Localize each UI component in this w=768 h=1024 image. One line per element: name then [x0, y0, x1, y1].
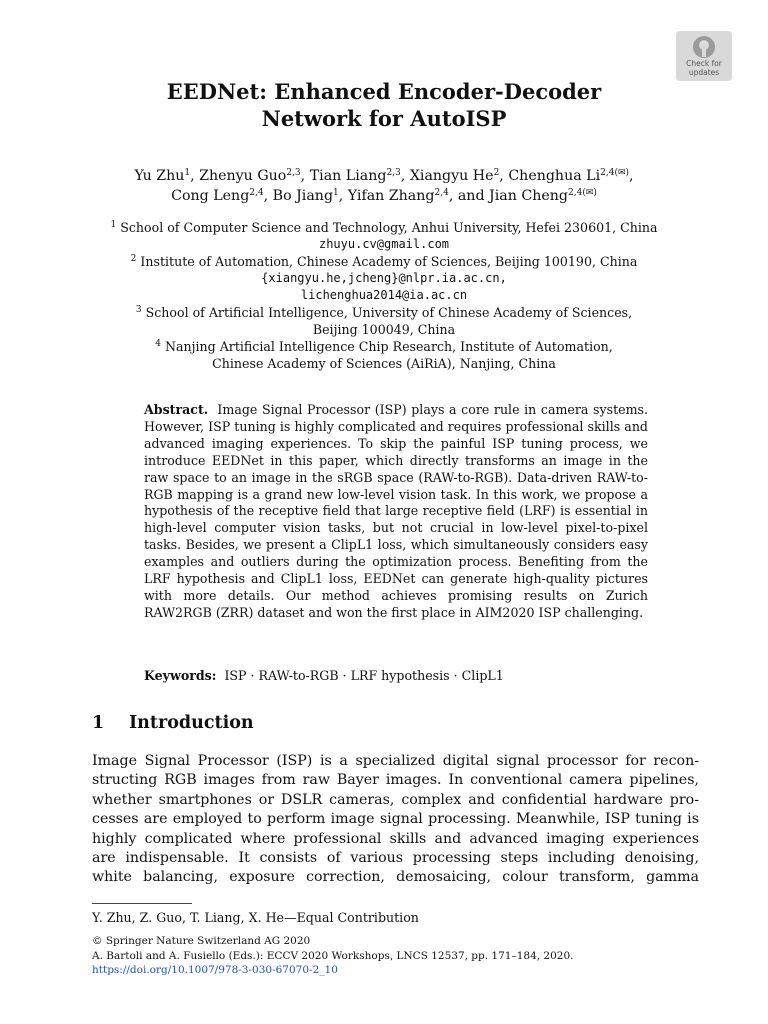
author-conjunction: and — [457, 188, 490, 204]
author-affiliation: 2,4(✉) — [600, 168, 630, 178]
affiliation-text: Chinese Academy of Sciences (AiRiA), Nanjing, China — [212, 356, 556, 371]
affiliation-text: Nanjing Artificial Intelligence Chip Research, Institute of Automation, — [164, 339, 613, 354]
author-email[interactable]: {xiangyu.he,jcheng}@nlpr.ia.ac.cn, — [261, 271, 507, 285]
author-name: Bo Jiang — [272, 188, 334, 204]
author-affiliation: 2,4 — [434, 188, 449, 198]
abstract-label: Abstract. — [144, 402, 209, 417]
author-name: Jian Cheng — [489, 188, 568, 204]
author-name: Cong Leng — [171, 188, 250, 204]
author-email[interactable]: zhuyu.cv@gmail.com — [318, 237, 450, 251]
author-name: Zhenyu Guo — [199, 168, 287, 184]
author-name: Chenghua Li — [508, 168, 601, 184]
affiliation-number: 1 — [110, 220, 117, 230]
footnote-rule — [92, 903, 192, 904]
author-name: Xiangyu He — [409, 168, 494, 184]
body-line: whether smartphones or DSLR cameras, complex and confidential hardware pro- — [92, 791, 699, 808]
affiliation-number: 4 — [155, 339, 161, 349]
badge-label: Check for updates — [686, 59, 722, 77]
author-affiliation: 2,3 — [386, 168, 401, 178]
affiliation-2 — [0, 253, 768, 304]
section-number: 1 — [92, 713, 105, 733]
author-email[interactable]: lichenghua2014@ia.ac.cn — [300, 288, 468, 302]
author-affiliation: 1 — [333, 188, 339, 198]
keyword: ISP — [224, 668, 247, 683]
footnote: Y. Zhu, Z. Guo, T. Liang, X. He—Equal Contribution — [92, 910, 419, 925]
affiliation-text: Beijing 100049, China — [312, 322, 456, 337]
body-line: cesses are employed to perform image signal processing. Meanwhile, ISP tuning is — [92, 811, 699, 828]
keywords: Keywords: ISP · RAW-to-RGB · LRF hypothesis · ClipL1 — [144, 668, 504, 683]
affiliation-number: 3 — [135, 305, 142, 315]
paper-title — [0, 78, 768, 132]
body-line: structing RGB images from raw Bayer images. In conventional camera pipelines, — [92, 772, 699, 789]
affiliation-3 — [0, 304, 768, 338]
title-line-1: EEDNet: Enhanced Encoder-Decoder — [166, 79, 602, 104]
author-name: Yu Zhu — [134, 168, 185, 184]
author-affiliation: 1 — [184, 168, 191, 178]
check-for-updates-badge[interactable] — [676, 31, 732, 81]
affiliation-text: Institute of Automation, Chinese Academy of Sciences, Beijing 100190, China — [140, 254, 638, 269]
body-line: Image Signal Processor (ISP) is a specialized digital signal processor for recon- — [92, 753, 699, 769]
copyright-notice: © Springer Nature Switzerland AG 2020 — [92, 935, 311, 947]
author-affiliation: 2 — [493, 168, 500, 178]
author-name: Tian Liang — [309, 168, 387, 184]
affiliation-4 — [0, 338, 768, 372]
keyword: RAW-to-RGB — [258, 668, 339, 683]
crossmark-icon — [692, 35, 716, 59]
author-name: Yifan Zhang — [347, 188, 435, 204]
author-list — [0, 166, 768, 206]
author-affiliation: 2,3 — [286, 168, 301, 178]
doi-link[interactable]: https://doi.org/10.1007/978-3-030-67070-2_10 — [92, 964, 338, 976]
publication-info — [92, 934, 574, 978]
author-affiliation: 2,4(✉) — [568, 188, 597, 198]
affiliation-text: School of Artificial Intelligence, University of Chinese Academy of Sciences, — [145, 305, 633, 320]
abstract-text: Image Signal Processor (ISP) plays a core rule in camera systems. However, ISP tuning is highly complicated and requires professional skills and advanced imaging experiences. To skip the painful ISP tuning process, we introduce EEDNet in this paper, which directly transforms an image in the raw space to an image in the sRGB space (RAW-to-RGB). Data-driven RAW-to-RGB mapping is a grand new low-level vision task. In this work, we propose a hypothesis of the receptive field that large receptive field (LRF) is essential in high-level computer vision tasks, but not crucial in low-level pixel-to-pixel tasks. Besides, we present a ClipL1 loss, which simultaneously considers easy examples and outliers during the optimization process. Benefiting from the LRF hypothesis and ClipL1 loss, EEDNet can generate high-quality pictures with more details. Our method achieves promising results on Zurich RAW2RGB (ZRR) dataset and won the first place in AIM2020 ISP challenging. — [144, 402, 648, 620]
keyword: LRF hypothesis — [350, 668, 450, 683]
body-line: highly complicated where professional skills and advanced imaging experiences — [92, 830, 699, 847]
body-line: white balancing, exposure correction, demosaicing, colour transform, gamma — [92, 869, 699, 886]
affiliation-number: 2 — [130, 254, 137, 264]
affiliation-1 — [0, 219, 768, 253]
title-line-2: Network for AutoISP — [261, 106, 507, 131]
body-line: are indispensable. It consists of various processing steps including denoising, — [92, 850, 699, 867]
keyword: ClipL1 — [461, 668, 504, 683]
keywords-label: Keywords: — [144, 668, 217, 683]
section-heading — [92, 713, 254, 733]
section-title: Introduction — [129, 713, 254, 733]
affiliation-text: School of Computer Science and Technology, Anhui University, Hefei 230601, China — [120, 220, 658, 235]
author-line-1: Yu Zhu$^1$, Zhenyu Guo$^{2,3}$, Tian Liang$^{2,3}$, Xiangyu He$^2$, Chenghua $Li^{2,4(✉)}$, — [134, 168, 634, 184]
introduction-paragraph — [92, 752, 699, 888]
author-affiliation: 2,4 — [249, 188, 264, 198]
abstract — [144, 402, 648, 622]
citation-line: A. Bartoli and A. Fusiello (Eds.): ECCV 2020 Workshops, LNCS 12537, pp. 171–184, 2020. — [92, 949, 574, 962]
author-line-2: Cong Leng$^{2,4}$, Bo Jiang$^1$, Yifan Zhang$^{2,4}$, and Jian Cheng$^{2,4(✉)}$ — [171, 188, 597, 204]
